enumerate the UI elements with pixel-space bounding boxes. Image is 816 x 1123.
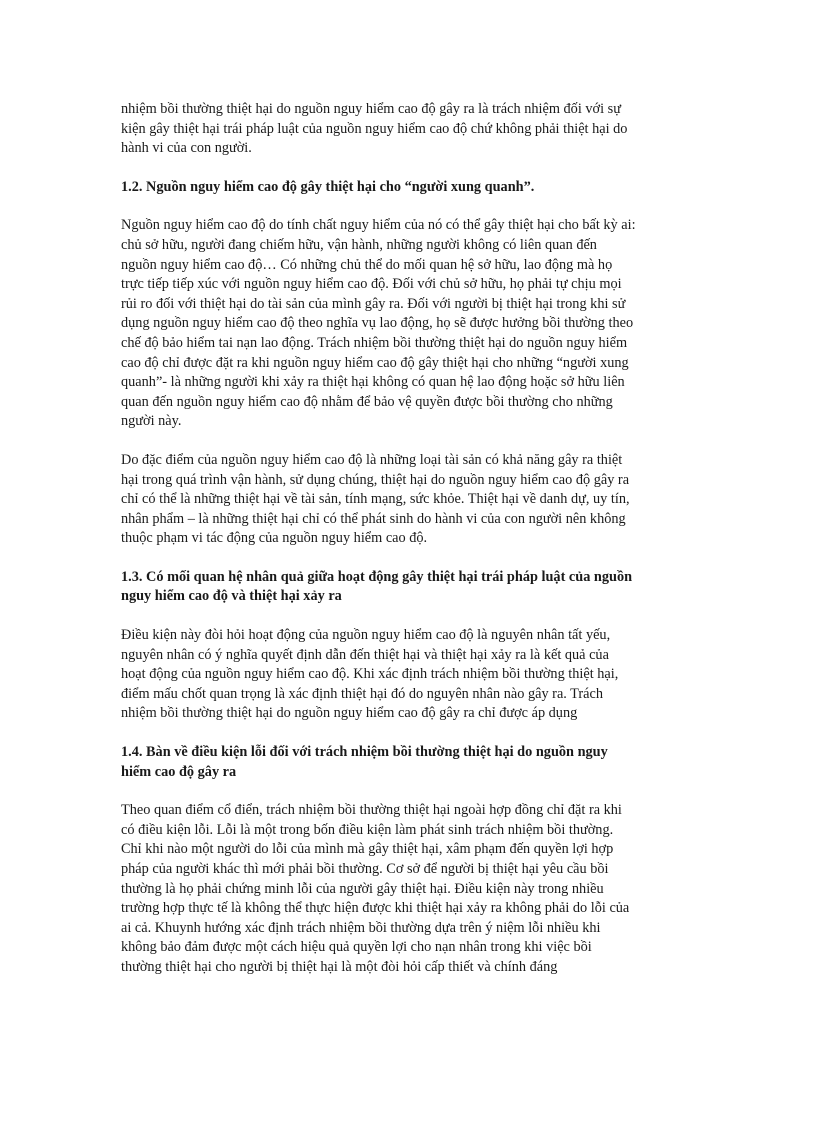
text-line: Theo quan điểm cổ điển, trách nhiệm bồi thường thiệt hại ngoài hợp đồng chỉ đặt ra khi <box>121 802 622 819</box>
text-line: Điều kiện này đòi hỏi hoạt động của nguồn nguy hiểm cao độ là nguyên nhân tất yếu, <box>121 627 611 644</box>
text-line: cao độ chỉ được đặt ra khi nguồn nguy hiểm cao độ gây thiệt hại cho những “người xung <box>121 354 629 371</box>
text-line: chỉ có thể là những thiệt hại về tài sản, tính mạng, sức khỏe. Thiệt hại về danh dự, uy tín, <box>121 491 630 508</box>
text-line: thuộc phạm vi tác động của nguồn nguy hiểm cao độ. <box>121 530 428 547</box>
text-line: rủi ro đối với thiệt hại do tài sản của mình gây ra. Đối với người bị thiệt hại trong khi sử <box>121 295 626 312</box>
text-line: thường thiệt hại cho người bị thiệt hại là một đòi hỏi cấp thiết và chính đáng <box>121 958 558 975</box>
text-line: quanh”- là những người khi xảy ra thiệt hại không có quan hệ lao động hoặc sở hữu liên <box>121 374 625 391</box>
text-line: nhiệm bồi thường thiệt hại do nguồn nguy hiểm cao độ gây ra chỉ được áp dụng <box>121 705 578 722</box>
paragraph <box>121 100 696 159</box>
document-page <box>121 100 696 997</box>
text-line: Chỉ khi nào một người do lỗi của mình mà gây thiệt hại, xâm phạm đến quyền lợi hợp <box>121 841 614 858</box>
text-line: dụng nguồn nguy hiểm cao độ theo nghĩa vụ lao động, họ sẽ được hưởng bồi thường theo <box>121 315 634 332</box>
paragraph <box>121 216 696 432</box>
text-line: điểm mấu chốt quan trọng là xác định thiệt hại đó do nguyên nhân nào gây ra. Trách <box>121 685 604 702</box>
text-line: nguyên nhân có ý nghĩa quyết định dẫn đến thiệt hại và thiệt hại xảy ra là kết quả của <box>121 646 609 663</box>
text-line: Nguồn nguy hiểm cao độ do tính chất nguy hiểm của nó có thể gây thiệt hại cho bất kỳ ai: <box>121 217 636 234</box>
text-line: Do đặc điểm của nguồn nguy hiểm cao độ là những loại tài sản có khả năng gây ra thiệt <box>121 451 623 468</box>
paragraph <box>121 801 696 977</box>
text-line: 1.2. Nguồn nguy hiểm cao độ gây thiệt hại cho “người xung quanh”. <box>121 178 535 195</box>
text-line: nguồn nguy hiểm cao độ… Có những chủ thể do mối quan hệ sở hữu, lao động mà họ <box>121 256 613 273</box>
section-heading <box>121 178 696 198</box>
text-line: người này. <box>121 413 182 430</box>
text-line: hiểm cao độ gây ra <box>121 763 237 780</box>
text-line: không bảo đảm được một cách hiệu quả quyền lợi cho nạn nhân trong khi việc bồi <box>121 939 592 956</box>
text-line: hành vi của con người. <box>121 140 252 157</box>
section-heading <box>121 743 696 782</box>
text-line: có điều kiện lỗi. Lỗi là một trong bốn điều kiện làm phát sinh trách nhiệm bồi thường. <box>121 821 614 838</box>
text-line: hại trong quá trình vận hành, sử dụng chúng, thiệt hại do nguồn nguy hiểm cao độ gây ra <box>121 471 630 488</box>
paragraph <box>121 451 696 549</box>
text-line: quan đến nguồn nguy hiểm cao độ nhằm để bảo vệ quyền được bồi thường cho những <box>121 393 613 410</box>
text-line: hoạt động của nguồn nguy hiểm cao độ. Khi xác định trách nhiệm bồi thường thiệt hại, <box>121 666 619 683</box>
text-line: ai cả. Khuynh hướng xác định trách nhiệm bồi thường dựa trên ý niệm lỗi nhiều khi <box>121 919 601 936</box>
text-line: thường là họ phải chứng minh lỗi của người gây thiệt hại. Điều kiện này trong nhiều <box>121 880 604 897</box>
text-line: pháp của người khác thì mới phải bồi thường. Cơ sở để người bị thiệt hại yêu cầu bồi <box>121 861 609 877</box>
text-line: trực tiếp tiếp xúc với nguồn nguy hiểm cao độ. Đối với chủ sở hữu, họ phải tự chịu mọi <box>121 276 622 293</box>
section-heading <box>121 568 696 607</box>
text-line: 1.3. Có mối quan hệ nhân quả giữa hoạt động gây thiệt hại trái pháp luật của nguồn <box>121 568 633 585</box>
text-line: chủ sở hữu, người đang chiếm hữu, vận hành, những người không có liên quan đến <box>121 236 597 253</box>
text-line: 1.4. Bàn về điều kiện lỗi đối với trách nhiệm bồi thường thiệt hại do nguồn nguy <box>121 744 608 761</box>
paragraph <box>121 626 696 724</box>
text-line: nguy hiểm cao độ và thiệt hại xảy ra <box>121 588 342 605</box>
text-line: nhân phẩm – là những thiệt hại chỉ có thể phát sinh do hành vi của con người nên không <box>121 510 626 527</box>
text-line: nhiệm bồi thường thiệt hại do nguồn nguy hiểm cao độ gây ra là trách nhiệm đối với sự <box>121 101 621 117</box>
text-line: trường hợp thực tế là không thể thực hiện được khi thiệt hại xảy ra không phải do lỗi của <box>121 900 630 917</box>
text-line: kiện gây thiệt hại trái pháp luật của nguồn nguy hiểm cao độ chứ không phải thiệt hại do <box>121 120 628 137</box>
text-line: chế độ bảo hiểm tai nạn lao động. Trách nhiệm bồi thường thiệt hại do nguồn nguy hiểm <box>121 334 628 351</box>
